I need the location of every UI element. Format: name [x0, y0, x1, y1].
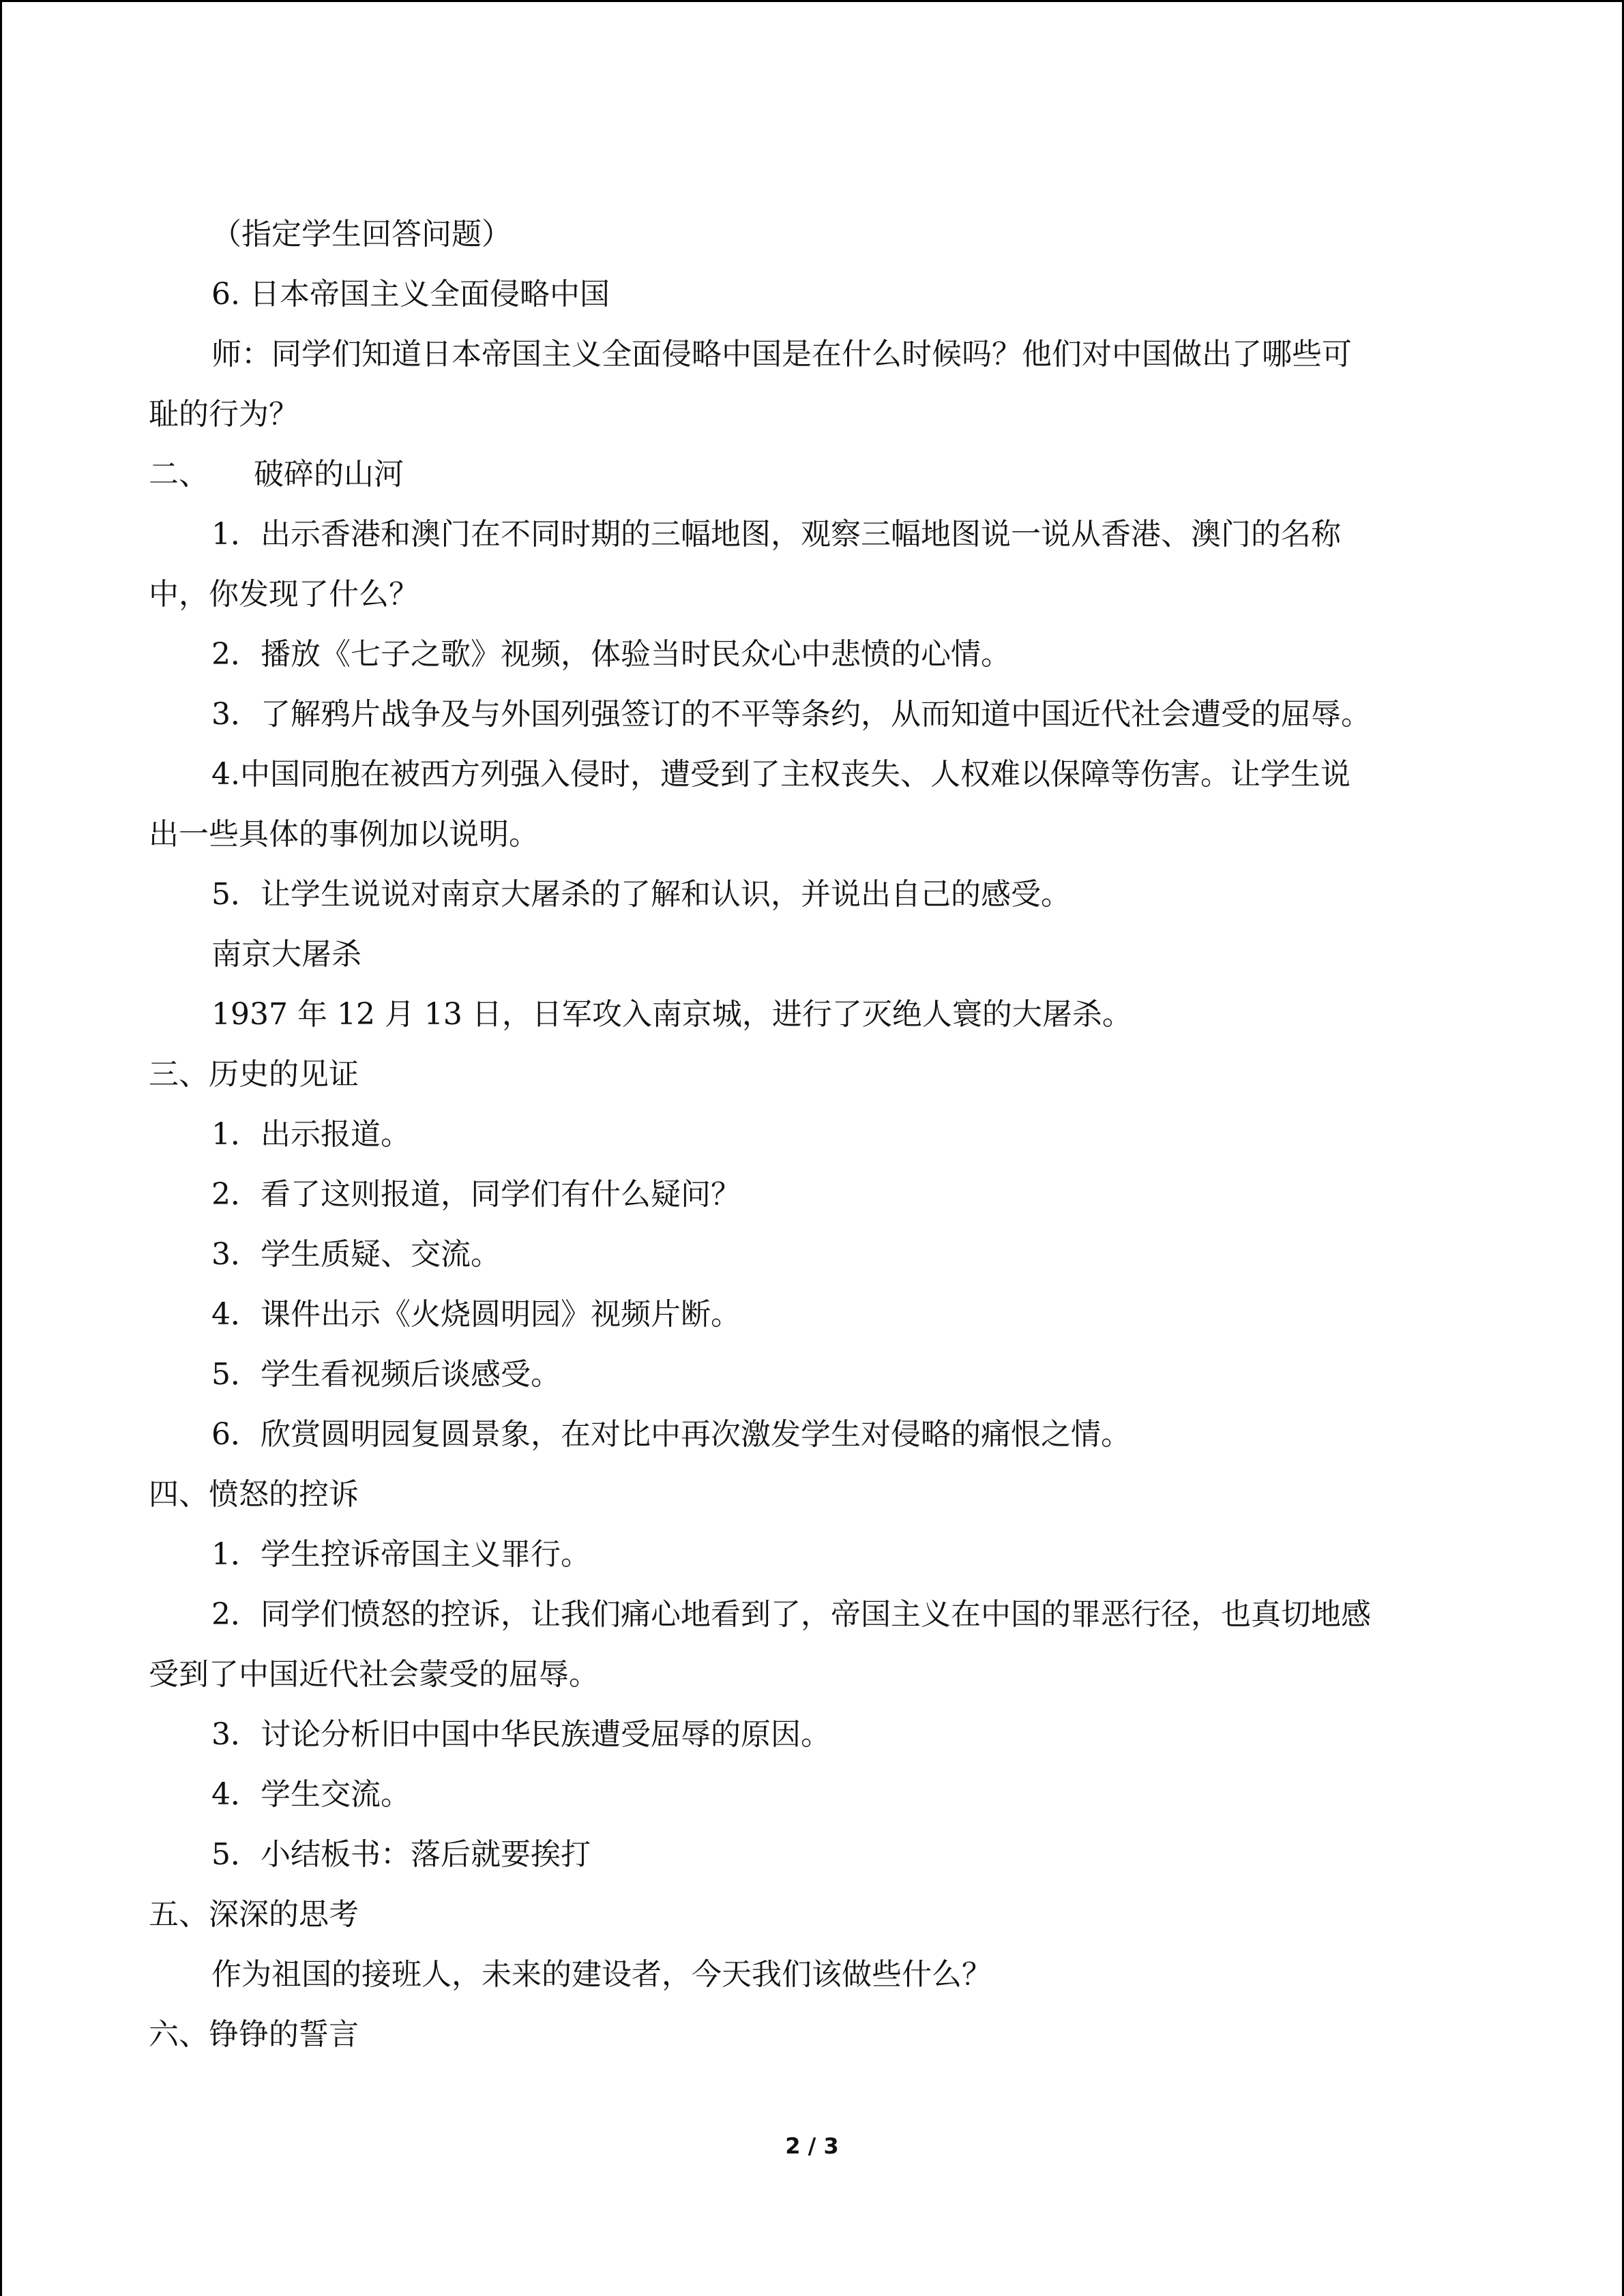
text-line: 受到了中国近代社会蒙受的屈辱。	[149, 1657, 599, 1692]
text-line: 6．欣赏圆明园复圆景象，在对比中再次激发学生对侵略的痛恨之情。	[211, 1417, 1131, 1452]
section-heading: 二、 破碎的山河	[149, 457, 404, 492]
text-line: 师：同学们知道日本帝国主义全面侵略中国是在什么时候吗？他们对中国做出了哪些可	[211, 337, 1352, 372]
text-line: （指定学生回答问题）	[211, 217, 512, 252]
section-heading: 六、铮铮的誓言	[149, 2017, 359, 2052]
text-line: 2．看了这则报道，同学们有什么疑问？	[211, 1177, 741, 1212]
text-line: 4.中国同胞在被西方列强入侵时，遭受到了主权丧失、人权难以保障等伤害。让学生说	[211, 757, 1350, 792]
text-line: 6. 日本帝国主义全面侵略中国	[211, 277, 610, 312]
text-line: 5．小结板书：落后就要挨打	[211, 1837, 591, 1872]
text-line: 出一些具体的事例加以说明。	[149, 817, 539, 852]
text-line: 3．学生质疑、交流。	[211, 1237, 501, 1272]
text-line: 5．学生看视频后谈感受。	[211, 1357, 561, 1392]
text-line: 耻的行为？	[149, 397, 299, 432]
text-line: 5．让学生说说对南京大屠杀的了解和认识，并说出自己的感受。	[211, 877, 1071, 912]
section-heading: 三、历史的见证	[149, 1057, 359, 1092]
text-line: 1．出示香港和澳门在不同时期的三幅地图，观察三幅地图说一说从香港、澳门的名称	[211, 517, 1341, 552]
text-line: 4．课件出示《火烧圆明园》视频片断。	[211, 1297, 741, 1332]
text-line: 1．出示报道。	[211, 1117, 411, 1152]
text-line: 作为祖国的接班人，未来的建设者，今天我们该做些什么？	[211, 1957, 992, 1992]
text-line: 1．学生控诉帝国主义罪行。	[211, 1537, 591, 1572]
page-number: 2 / 3	[785, 2133, 839, 2159]
text-line: 2．播放《七子之歌》视频，体验当时民众心中悲愤的心情。	[211, 637, 1011, 672]
text-line: 3．讨论分析旧中国中华民族遭受屈辱的原因。	[211, 1717, 831, 1752]
text-line: 1937 年 12 月 13 日，日军攻入南京城，进行了灭绝人寰的大屠杀。	[211, 997, 1132, 1032]
section-heading: 五、深深的思考	[149, 1897, 359, 1932]
text-line: 4．学生交流。	[211, 1777, 411, 1812]
text-line: 中，你发现了什么？	[149, 577, 419, 612]
text-line: 南京大屠杀	[211, 937, 361, 972]
text-line: 2．同学们愤怒的控诉，让我们痛心地看到了，帝国主义在中国的罪恶行径，也真切地感	[211, 1597, 1371, 1632]
text-line: 3．了解鸦片战争及与外国列强签订的不平等条约，从而知道中国近代社会遭受的屈辱。	[211, 697, 1371, 732]
section-heading: 四、愤怒的控诉	[149, 1477, 359, 1512]
